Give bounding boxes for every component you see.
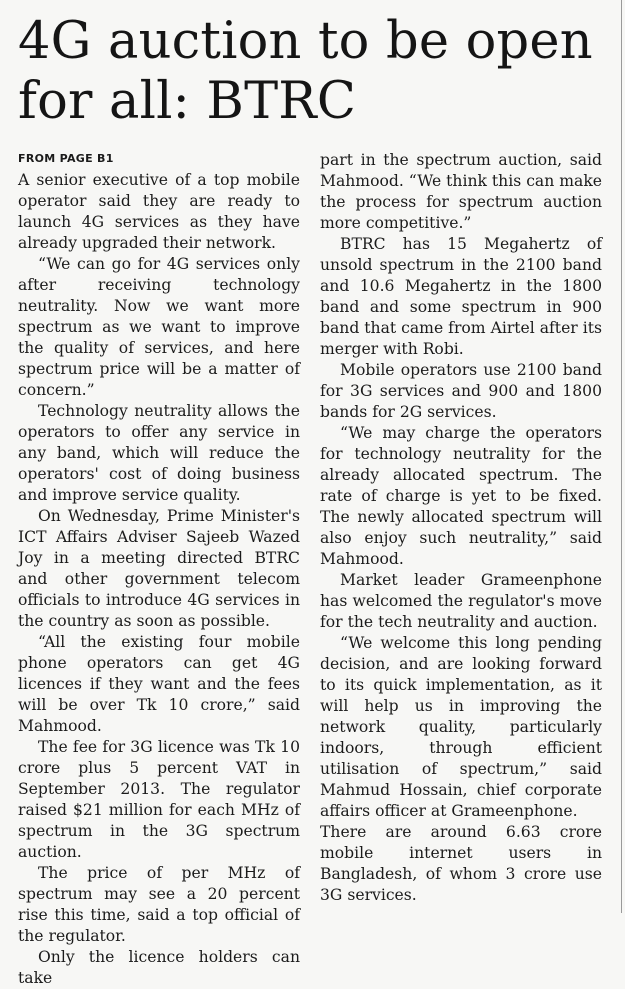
column-rule <box>621 0 622 913</box>
kicker: FROM PAGE B1 <box>18 152 114 165</box>
article-column-1 <box>18 150 300 989</box>
paragraph: Technology neutrality allows the operators to offer any service in any band, which will reduce the operators' cost of doing business and improve service quality. <box>18 402 300 504</box>
headline: 4G auction to be open for all: BTRC <box>18 12 593 131</box>
paragraph: The fee for 3G licence was Tk 10 crore plus 5 percent VAT in September 2013. The regulator raised $21 million for each MHz of spectrum in the 3G spectrum auction. <box>18 738 300 861</box>
paragraph: “We may charge the operators for technology neutrality for the already allocated spectrum. The rate of charge is yet to be fixed. The newly allocated spectrum will also enjoy such neutrality,” said Mahmood. <box>320 424 602 568</box>
paragraph: “We can go for 4G services only after receiving technology neutrality. Now we want more spectrum as we want to improve the quality of services, and here spectrum price will be a matter of concern.” <box>18 255 300 399</box>
paragraph: Mobile operators use 2100 band for 3G services and 900 and 1800 bands for 2G services. <box>320 361 602 421</box>
paragraph: A senior executive of a top mobile operator said they are ready to launch 4G services as they have already upgraded their network. <box>18 171 300 252</box>
paragraph: Only the licence holders can take <box>18 948 300 987</box>
paragraph: Market leader Grameenphone has welcomed the regulator's move for the tech neutrality and auction. <box>320 571 602 631</box>
paragraph: On Wednesday, Prime Minister's ICT Affairs Adviser Sajeeb Wazed Joy in a meeting directed BTRC and other government telecom officials to introduce 4G services in the country as soon as possible. <box>18 507 300 630</box>
paragraph: The price of per MHz of spectrum may see a 20 percent rise this time, said a top official of the regulator. <box>18 864 300 945</box>
paragraph: “We welcome this long pending decision, and are looking forward to its quick implementation, as it will help us in improving the network quality, particularly indoors, through efficient utilisation of spectrum,” said Mahmud Hossain, chief corporate affairs officer at Grameenphone. <box>320 634 602 820</box>
paragraph: BTRC has 15 Megahertz of unsold spectrum in the 2100 band and 10.6 Megahertz in the 1800 band and some spectrum in 900 band that came from Airtel after its merger with Robi. <box>320 235 602 358</box>
article-column-2 <box>320 150 602 906</box>
paragraph: part in the spectrum auction, said Mahmood. “We think this can make the process for spectrum auction more competitive.” <box>320 151 602 232</box>
paragraph: “All the existing four mobile phone operators can get 4G licences if they want and the fees will be over Tk 10 crore,” said Mahmood. <box>18 633 300 735</box>
paragraph: There are around 6.63 crore mobile internet users in Bangladesh, of whom 3 crore use 3G services. <box>320 823 602 904</box>
